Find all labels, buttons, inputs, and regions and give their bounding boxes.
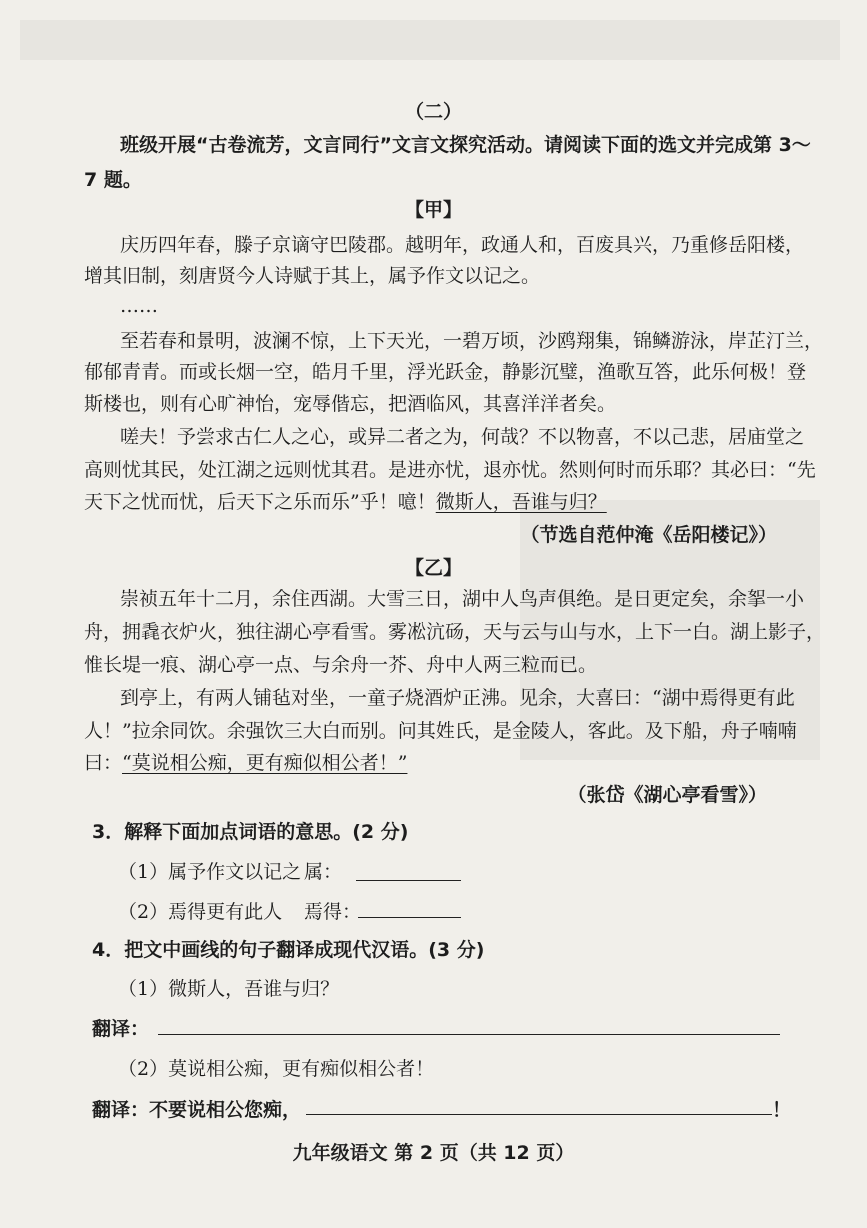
translation-blank-2[interactable] (306, 1114, 772, 1115)
passage-a-line: 增其旧制，刻唐贤今人诗赋于其上，属予作文以记之。 (84, 265, 541, 287)
translation-label-2: 翻译：不要说相公您痴， (92, 1099, 302, 1121)
question-4-stem: 4．把文中画线的句子翻译成现代汉语。(3 分) (92, 939, 485, 961)
question-3-item-1: （1）属予作文以记之 (118, 861, 302, 883)
page-footer: 九年级语文 第 2 页（共 12 页） (292, 1142, 575, 1164)
passage-a-source: （节选自范仲淹《岳阳楼记》） (520, 524, 777, 546)
passage-b-last-line (84, 751, 407, 775)
intro-line-2: 7 题。 (84, 169, 142, 191)
underlined-sentence-a: 微斯人，吾谁与归？ (435, 491, 607, 513)
passage-a-line: 庆历四年春，滕子京谪守巴陵郡。越明年，政通人和，百废具兴，乃重修岳阳楼， (120, 234, 805, 256)
passage-a-line: 至若春和景明，波澜不惊，上下天光，一碧万顷，沙鸥翔集，锦鳞游泳，岸芷汀兰， (120, 330, 824, 352)
passage-b-line: 崇祯五年十二月，余住西湖。大雪三日，湖中人鸟声俱绝。是日更定矣，余挐一小 (120, 588, 805, 610)
bleed-through (20, 20, 840, 60)
translation-end-mark: ！ (772, 1099, 792, 1121)
section-title: （二） (404, 101, 462, 123)
question-3-item-1-word: 属： (304, 861, 343, 883)
passage-b-label: 【乙】 (404, 557, 462, 579)
passage-a-line: …… (120, 295, 158, 317)
passage-b-last-prefix: 曰： (84, 752, 123, 774)
passage-a-line: 郁郁青青。而或长烟一空，皓月千里，浮光跃金，静影沉璧，渔歌互答，此乐何极！登 (84, 361, 807, 383)
passage-a-last-prefix: 天下之忧而忧，后天下之乐而乐”乎！噫！ (84, 491, 436, 513)
translation-blank-1[interactable] (158, 1034, 780, 1035)
answer-blank-3-2[interactable] (358, 917, 461, 918)
underlined-sentence-b: “莫说相公痴，更有痴似相公者！” (122, 752, 408, 774)
passage-a-line: 嗟夫！予尝求古仁人之心，或异二者之为，何哉？不以物喜，不以己悲，居庙堂之 (120, 426, 805, 448)
passage-a-last-line (84, 490, 607, 514)
question-4-item-1: （1）微斯人，吾谁与归？ (118, 978, 340, 1000)
translation-label-1: 翻译： (92, 1018, 150, 1040)
question-3-item-2: （2）焉得更有此人 (118, 901, 283, 923)
question-3-item-2-word: 焉得： (304, 901, 362, 923)
passage-b-line: 舟，拥毳衣炉火，独往湖心亭看雪。雾凇沆砀，天与云与山与水，上下一白。湖上影子， (84, 621, 826, 643)
passage-b-source: （张岱《湖心亭看雪》） (567, 784, 767, 806)
passage-a-label: 【甲】 (404, 199, 462, 221)
question-4-item-2: （2）莫说相公痴，更有痴似相公者！ (118, 1058, 435, 1080)
question-3-stem: 3．解释下面加点词语的意思。(2 分) (92, 821, 409, 843)
passage-a-line: 斯楼也，则有心旷神怡，宠辱偕忘，把酒临风，其喜洋洋者矣。 (84, 393, 617, 415)
passage-b-line: 人！”拉余同饮。余强饮三大白而别。问其姓氏，是金陵人，客此。及下船，舟子喃喃 (84, 720, 797, 742)
answer-blank-3-1[interactable] (356, 880, 461, 881)
passage-a-line: 高则忧其民，处江湖之远则忧其君。是进亦忧，退亦忧。然则何时而乐耶？其必曰：“先 (84, 459, 816, 481)
passage-b-line: 到亭上，有两人铺毡对坐，一童子烧酒炉正沸。见余，大喜曰：“湖中焉得更有此 (120, 687, 795, 709)
passage-b-line: 惟长堤一痕、湖心亭一点、与余舟一芥、舟中人两三粒而已。 (84, 654, 598, 676)
intro-line-1: 班级开展“古卷流芳，文言同行”文言文探究活动。请阅读下面的选文并完成第 3～ (120, 134, 811, 156)
